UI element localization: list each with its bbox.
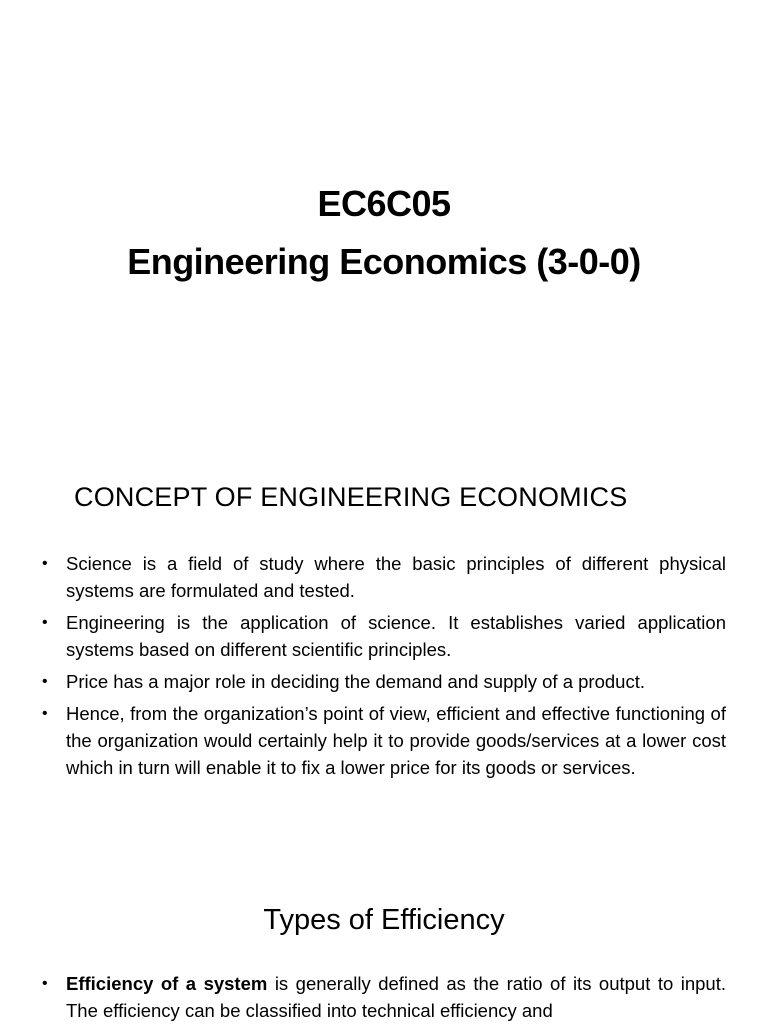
bullet-text: is generally defined as the ratio of its output to input. The efficiency can be classified into technical efficiency and [66, 973, 726, 1021]
concept-slide [0, 460, 768, 860]
bullet-text: Hence, from the organization’s point of view, efficient and effective functioning of the organization would certainly help it to provide goods/services at a lower cost which in turn will enable it to fix a lower price for its goods or services. [66, 703, 726, 778]
bullet-text: Science is a field of study where the basic principles of different physical systems are formulated and tested. [66, 553, 726, 601]
efficiency-slide [0, 880, 768, 1024]
bullet-icon: • [42, 673, 48, 690]
bullet-item [40, 970, 726, 1024]
course-title: Engineering Economics (3-0-0) [127, 241, 641, 282]
bullet-icon: • [42, 975, 48, 992]
section-heading: CONCEPT OF ENGINEERING ECONOMICS [74, 482, 628, 512]
bullet-icon: • [42, 705, 48, 722]
bullet-icon: • [42, 555, 48, 572]
bullet-list [40, 550, 726, 786]
bullet-item [40, 609, 726, 663]
bullet-item [40, 700, 726, 781]
title-slide [0, 0, 768, 420]
bullet-item [40, 668, 726, 695]
bullet-list [40, 970, 726, 1029]
title-block [0, 175, 768, 291]
bullet-item [40, 550, 726, 604]
course-code: EC6C05 [317, 183, 451, 224]
bullet-icon: • [42, 614, 48, 631]
bold-term: Efficiency of a system [66, 973, 268, 994]
section-heading: Types of Efficiency [263, 904, 505, 936]
bullet-text: Price has a major role in deciding the demand and supply of a product. [66, 671, 645, 692]
bullet-text: Engineering is the application of science. It establishes varied application systems based on different scientific principles. [66, 612, 726, 660]
